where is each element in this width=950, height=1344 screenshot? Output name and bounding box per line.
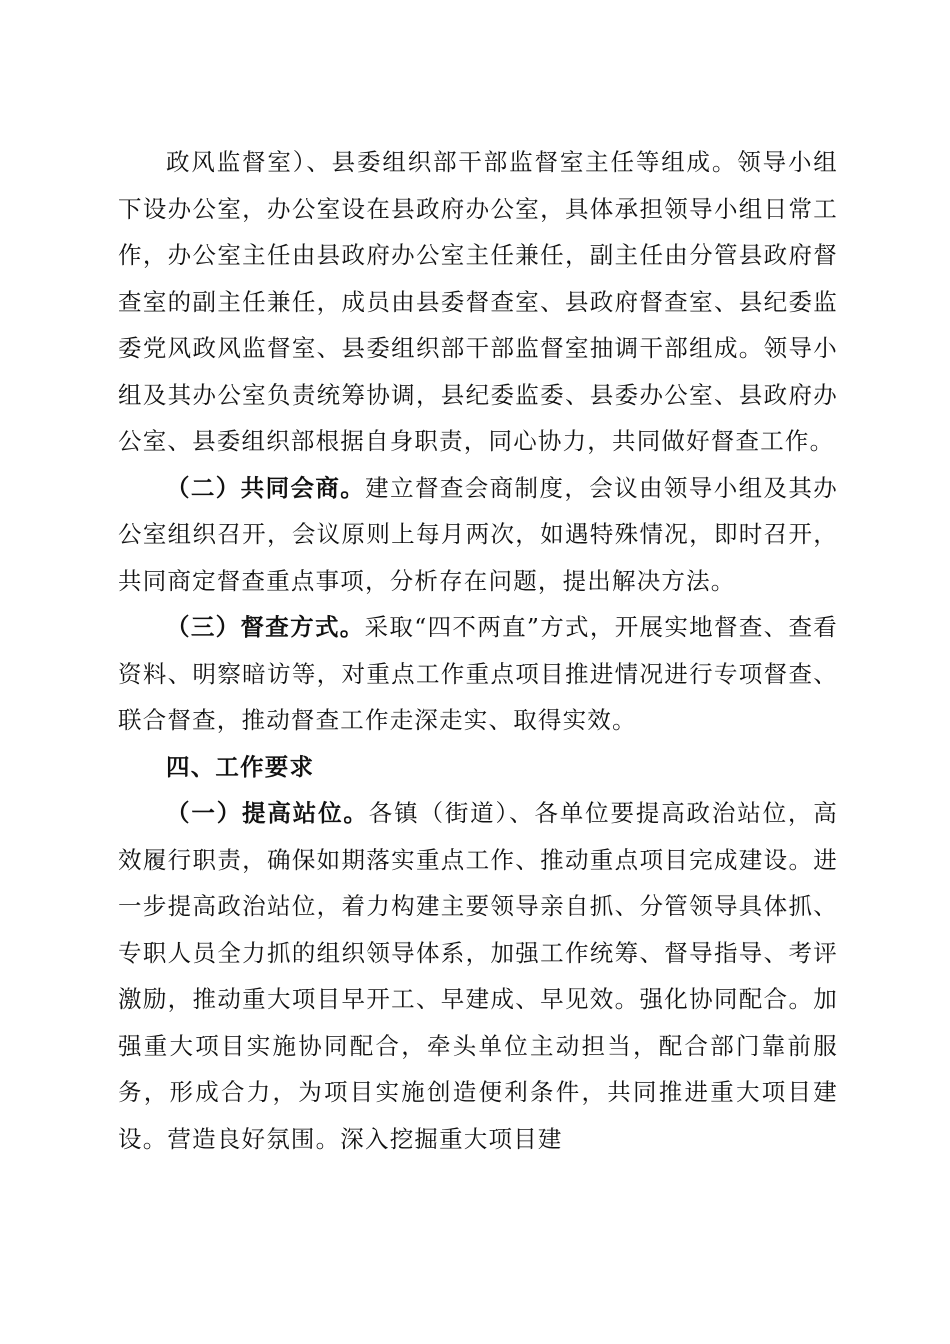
heading-work-requirements: 四、工作要求 [166, 752, 315, 781]
paragraph-raise-position [118, 790, 838, 1162]
section-body-joint-consultation: 建立督查会商制度，会议由领导小组及其办公室组织召开，会议原则上每月两次，如遇特殊情况，即时召开，共同商定督查重点事项，分析存在问题，提出解决方法。 [118, 473, 838, 595]
document-page [118, 139, 838, 1162]
section-body-raise-position: 各镇（街道）、各单位要提高政治站位，高效履行职责，确保如期落实重点工作、推动重点项目完成建设。进一步提高政治站位，着力构建主要领导亲自抓、分管领导具体抓、专职人员全力抓的组织领导体系，加强工作统筹、督导指导、考评激励，推动重大项目早开工、早建成、早见效。强化协同配合。加强重大项目实施协同配合，牵头单位主动担当，配合部门靠前服务，形成合力，为项目实施创造便利条件，共同推进重大项目建设。营造良好氛围。深入挖掘重大项目建 [118, 799, 838, 1153]
section-title-supervision-method: （三）督查方式。 [166, 613, 365, 641]
section-body-supervision-method: 采取“四不两直”方式，开展实地督查、查看资料、明察暗访等，对重点工作重点项目推进情况进行专项督查、联合督查，推动督查工作走深走实、取得实效。 [118, 613, 839, 734]
section-title-joint-consultation: （二）共同会商。 [166, 473, 366, 502]
paragraph-supervision-method [118, 604, 838, 744]
paragraph-joint-consultation [118, 465, 838, 605]
section-title-raise-position: （一）提高站位。 [166, 799, 369, 827]
paragraph-leadership-group: 政风监督室）、县委组织部干部监督室主任等组成。领导小组下设办公室，办公室设在县政府办公室，具体承担领导小组日常工作，办公室主任由县政府办公室主任兼任，副主任由分管县政府督查室的副主任兼任，成员由县委督查室、县政府督查室、县纪委监委党风政风监督室、县委组织部干部监督室抽调干部组成。领导小组及其办公室负责统筹协调，县纪委监委、县委办公室、县政府办公室、县委组织部根据自身职责，同心协力，共同做好督查工作。 [118, 148, 838, 455]
